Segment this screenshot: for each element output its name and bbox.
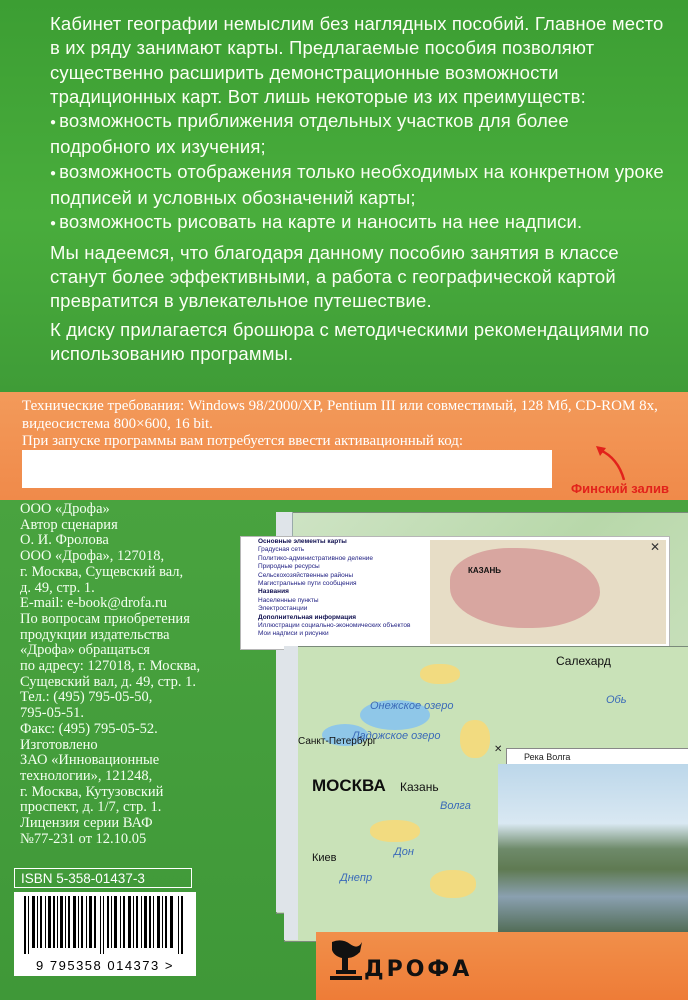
barcode-number: 9 795358 014373 > (36, 958, 174, 973)
legend-extra-title: Дополнительная информация (258, 613, 357, 621)
publisher-line: №77-231 от 12.10.05 (20, 830, 147, 847)
map-label-ob: Обь (606, 694, 627, 706)
map-label-onega: Онежское озеро (370, 700, 454, 712)
map-label-finnish-gulf: Финский залив (571, 481, 670, 496)
legend-item: Мои надписи и рисунки (258, 630, 329, 638)
publisher-line: г. Москва, Кутузовский (20, 783, 164, 800)
intro-paragraph-3: К диску прилагается брошюра с методическими рекомендациями по использованию программы. (50, 318, 650, 364)
map-label-dnepr: Днепр (340, 872, 373, 884)
map-label-moskva: МОСКВА (312, 776, 386, 795)
map-region (370, 820, 420, 842)
volga-photo (498, 764, 688, 934)
legend-title: Основные элементы карты (258, 538, 347, 545)
map-label-kazan: КАЗАНЬ (468, 566, 501, 575)
legend-item: Политико-административное деление (258, 554, 374, 562)
map-label-salekhard: Салехард (556, 654, 611, 668)
map-label-volga: Волга (440, 800, 471, 812)
publisher-line: 795-05-51. (20, 705, 85, 722)
publisher-line: д. 49, стр. 1. (20, 579, 95, 596)
publisher-line: Лицензия серии ВАФ (20, 815, 153, 832)
publisher-line: Автор сценария (20, 516, 118, 533)
legend-item: Магистральные пути сообщения (258, 580, 357, 588)
benefit-item: ● возможность приближения отдельных участков для более подробного их изучения; (50, 109, 670, 160)
map-label-don: Дон (394, 846, 414, 858)
intro-paragraph-2: Мы надеемся, что благодаря данному пособию занятия в классе станут более эффективными, а работа с географической картой превратится в увлекательное путешествие. (50, 241, 619, 312)
map-label-spb: Санкт-Петербург (298, 736, 377, 747)
publisher-line: ООО «Дрофа», 127018, (20, 548, 165, 565)
map-label-kazan-city: Казань (400, 780, 439, 794)
intro-panel (0, 0, 688, 392)
barcode (14, 892, 196, 976)
close-icon: ✕ (494, 744, 503, 755)
publisher-line: E-mail: e-book@drofa.ru (20, 595, 168, 612)
map-toolbar-2 (284, 646, 298, 940)
publisher-line: Сущевский вал, д. 49, стр. 1. (20, 673, 196, 690)
isbn-label: ISBN 5-358-01437-3 (14, 868, 192, 888)
publisher-line: Тел.: (495) 795-05-50, (20, 689, 153, 706)
publisher-line: технологии», 121248, (20, 767, 153, 784)
legend-item: Населенные пункты (258, 596, 319, 604)
publisher-line: продукции издательства (20, 626, 170, 643)
publisher-line: Изготовлено (20, 736, 98, 753)
publisher-line: О. И. Фролова (20, 532, 109, 549)
legend-item: Электростанции (258, 605, 308, 613)
benefit-item: ● возможность рисовать на карте и наносить на нее надписи. (50, 210, 670, 236)
publisher-line: ЗАО «Инновационные (20, 752, 160, 769)
benefit-item: ● возможность отображения только необходимых на конкретном уроке подписей и условных обозначений карты; (50, 160, 670, 211)
publisher-line: По вопросам приобретения (20, 610, 190, 627)
publisher-line: Факс: (495) 795-05-52. (20, 720, 158, 737)
legend-item: Сельскохозяйственные районы (258, 571, 354, 579)
tech-requirements: Технические требования: Windows 98/2000/XP, Pentium III или совместимый, 128 Мб, CD-ROM 8x, видеосистема 800×600, 16 bit. (22, 398, 658, 432)
brand-name: ДРОФА (364, 957, 473, 982)
map-label-kiev: Киев (312, 852, 337, 864)
legend-names-title: Названия (258, 588, 289, 596)
legend-item: Градусная сеть (258, 546, 305, 554)
map-region (430, 870, 476, 898)
barcode-bars (24, 896, 188, 954)
legend-item: Иллюстрации социально-экономических объектов (258, 622, 411, 630)
requirements-text (22, 398, 672, 451)
publisher-info (20, 502, 280, 847)
publisher-line: проспект, д. 1/7, стр. 1. (20, 799, 162, 816)
intro-text (50, 12, 670, 366)
publisher-line: г. Москва, Сущевский вал, (20, 563, 184, 580)
drofa-bird-logo (326, 936, 366, 982)
legend-list (258, 538, 428, 639)
photo-title: Река Волга (524, 752, 571, 762)
activation-code-label: При запуске программы вам потребуется ввести активационный код: (22, 433, 464, 449)
publisher-line: «Дрофа» обращаться (20, 642, 150, 659)
intro-paragraph-1: Кабинет географии немыслим без наглядных пособий. Главное место в их ряду занимают карты. Предлагаемые пособия позволяют существенно расширить демонстрационные возможности традиционных карт. Вот лишь некоторые из их преимуществ: (50, 13, 664, 107)
publisher-line: ООО «Дрофа» (20, 501, 110, 517)
legend-item: Природные ресурсы (258, 563, 320, 571)
map-label-ladoga: Ладожское озеро (352, 730, 441, 742)
close-icon: ✕ (650, 540, 661, 554)
map-region (460, 720, 490, 758)
map-region (420, 664, 460, 684)
arrow-icon (590, 440, 630, 480)
activation-code-box (22, 450, 552, 488)
publisher-line: по адресу: 127018, г. Москва, (20, 658, 201, 675)
